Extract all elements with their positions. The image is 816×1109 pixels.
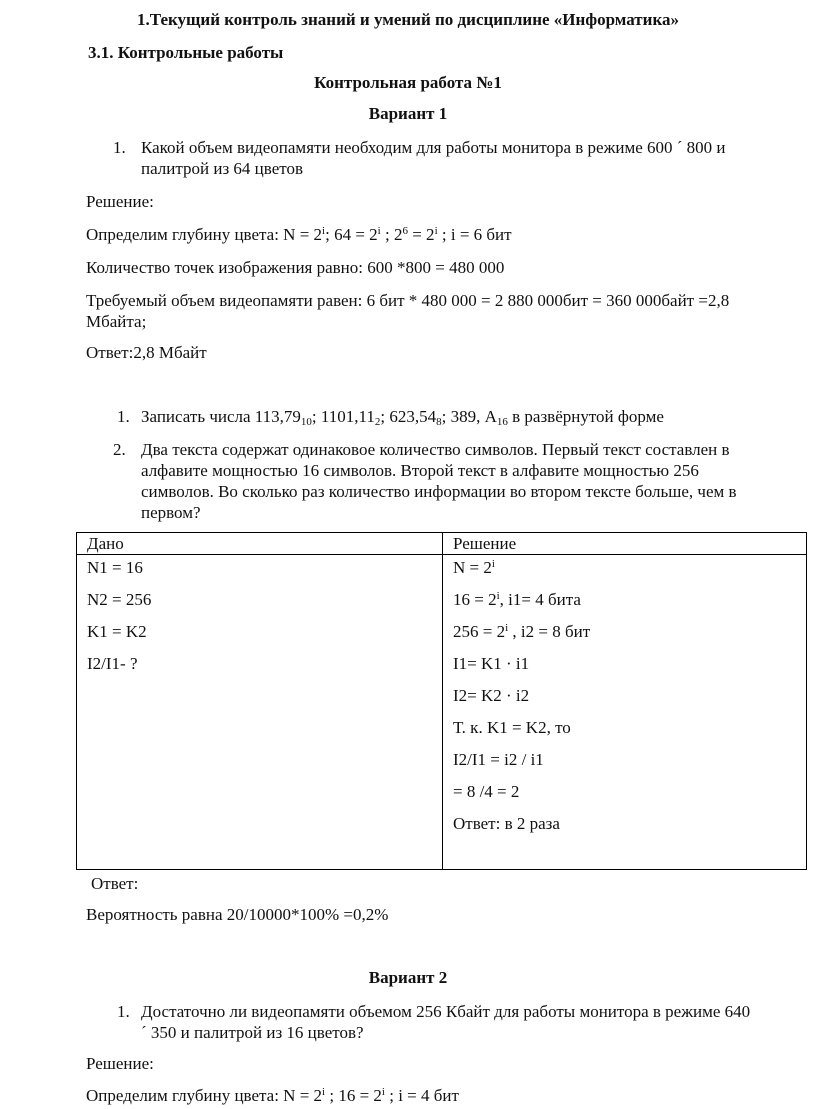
solution-result: = 8 /4 = 2 — [453, 782, 520, 801]
solution-I2: I2= K2 · i2 — [453, 686, 530, 705]
v1-q3-line-2: алфавите мощностью 16 символов. Второй текст в алфавите мощностью 256 — [141, 461, 699, 480]
table-solution-cell — [443, 555, 807, 870]
v1-q1-line-2: палитрой из 64 цветов — [141, 159, 303, 178]
document-title: 1.Текущий контроль знаний и умений по дисциплине «Информатика» — [137, 10, 679, 29]
v1-q3-line-1: Два текста содержат одинаковое количество символов. Первый текст составлен в — [141, 440, 730, 459]
v1-q1-number: 1. — [113, 138, 126, 157]
v1-memory-line-2: Мбайта; — [86, 312, 147, 331]
solution-i1: $16 = 2^i$, i1= 4 бита — [453, 590, 581, 609]
v2-q1-line-2: ´ 350 и палитрой из 16 цветов? — [141, 1023, 364, 1042]
variant-1-title: Вариант 1 — [368, 104, 448, 123]
solution-I1: I1= K1 · i1 — [453, 654, 530, 673]
variant-2-title: Вариант 2 — [368, 968, 448, 987]
v2-color-depth: Определим глубину цвета: $N = 2^i$ ; $16 = 2^i$ ; i = 4 бит — [86, 1086, 459, 1105]
v1-memory-line-1: Требуемый объем видеопамяти равен: 6 бит * 480 000 = 2 880 000бит = 360 000байт =2,8 — [86, 291, 730, 310]
v1-q2-number: 1. — [117, 407, 130, 426]
v1-q3-line-3: символов. Во сколько раз количество информации во втором тексте больше, чем в — [141, 482, 737, 501]
table-given-cell — [77, 555, 443, 870]
v1-q3-line-4: первом? — [141, 503, 201, 522]
v1-solution-label: Решение: — [86, 192, 154, 211]
v1-points-count: Количество точек изображения равно: 600 *800 = 480 000 — [86, 258, 505, 277]
v2-solution-label: Решение: — [86, 1054, 154, 1073]
solution-ratio: I2/I1 = i2 / i1 — [453, 750, 544, 769]
v2-q1-number: 1. — [117, 1002, 130, 1021]
solution-condition: Т. к. K1 = K2, то — [453, 718, 571, 737]
probability-line: Вероятность равна 20/10000*100% =0,2% — [86, 905, 389, 924]
table-body-row — [77, 555, 807, 870]
v1-q1-line-1: Какой объем видеопамяти необходим для работы монитора в режиме 600 ´ 800 и — [141, 138, 726, 157]
section-heading: 3.1. Контрольные работы — [88, 43, 284, 62]
solution-answer: Ответ: в 2 раза — [453, 814, 560, 833]
given-question: I2/I1- ? — [87, 654, 138, 673]
table-header-given: Дано — [77, 533, 443, 555]
table-header-solution: Решение — [443, 533, 807, 555]
work-title: Контрольная работа №1 — [314, 73, 502, 92]
given-n1: N1 = 16 — [87, 558, 143, 577]
given-solution-table — [76, 532, 807, 870]
v1-color-depth: Определим глубину цвета: $N = 2^i$; $64 = 2^i$ ; $2^6 = 2^i$ ; i = 6 бит — [86, 225, 512, 244]
v2-q1-line-1: Достаточно ли видеопамяти объемом 256 Кбайт для работы монитора в режиме 640 — [141, 1002, 751, 1021]
answer-label: Ответ: — [91, 874, 139, 893]
solution-i2: $256 = 2^i$ , i2 = 8 бит — [453, 622, 591, 641]
solution-formula: $N = 2^i$ — [453, 558, 495, 577]
v1-q2-text: Записать числа $113,79_{10}$; $1101,11_2$; $623,54_8$; 389, $A_{16}$ в развёрнутой форме — [141, 407, 664, 428]
v1-answer: Ответ:2,8 Мбайт — [86, 343, 207, 362]
given-n2: N2 = 256 — [87, 590, 152, 609]
table-header-row — [77, 533, 807, 555]
given-k: K1 = K2 — [87, 622, 147, 641]
v1-q3-number: 2. — [113, 440, 126, 459]
